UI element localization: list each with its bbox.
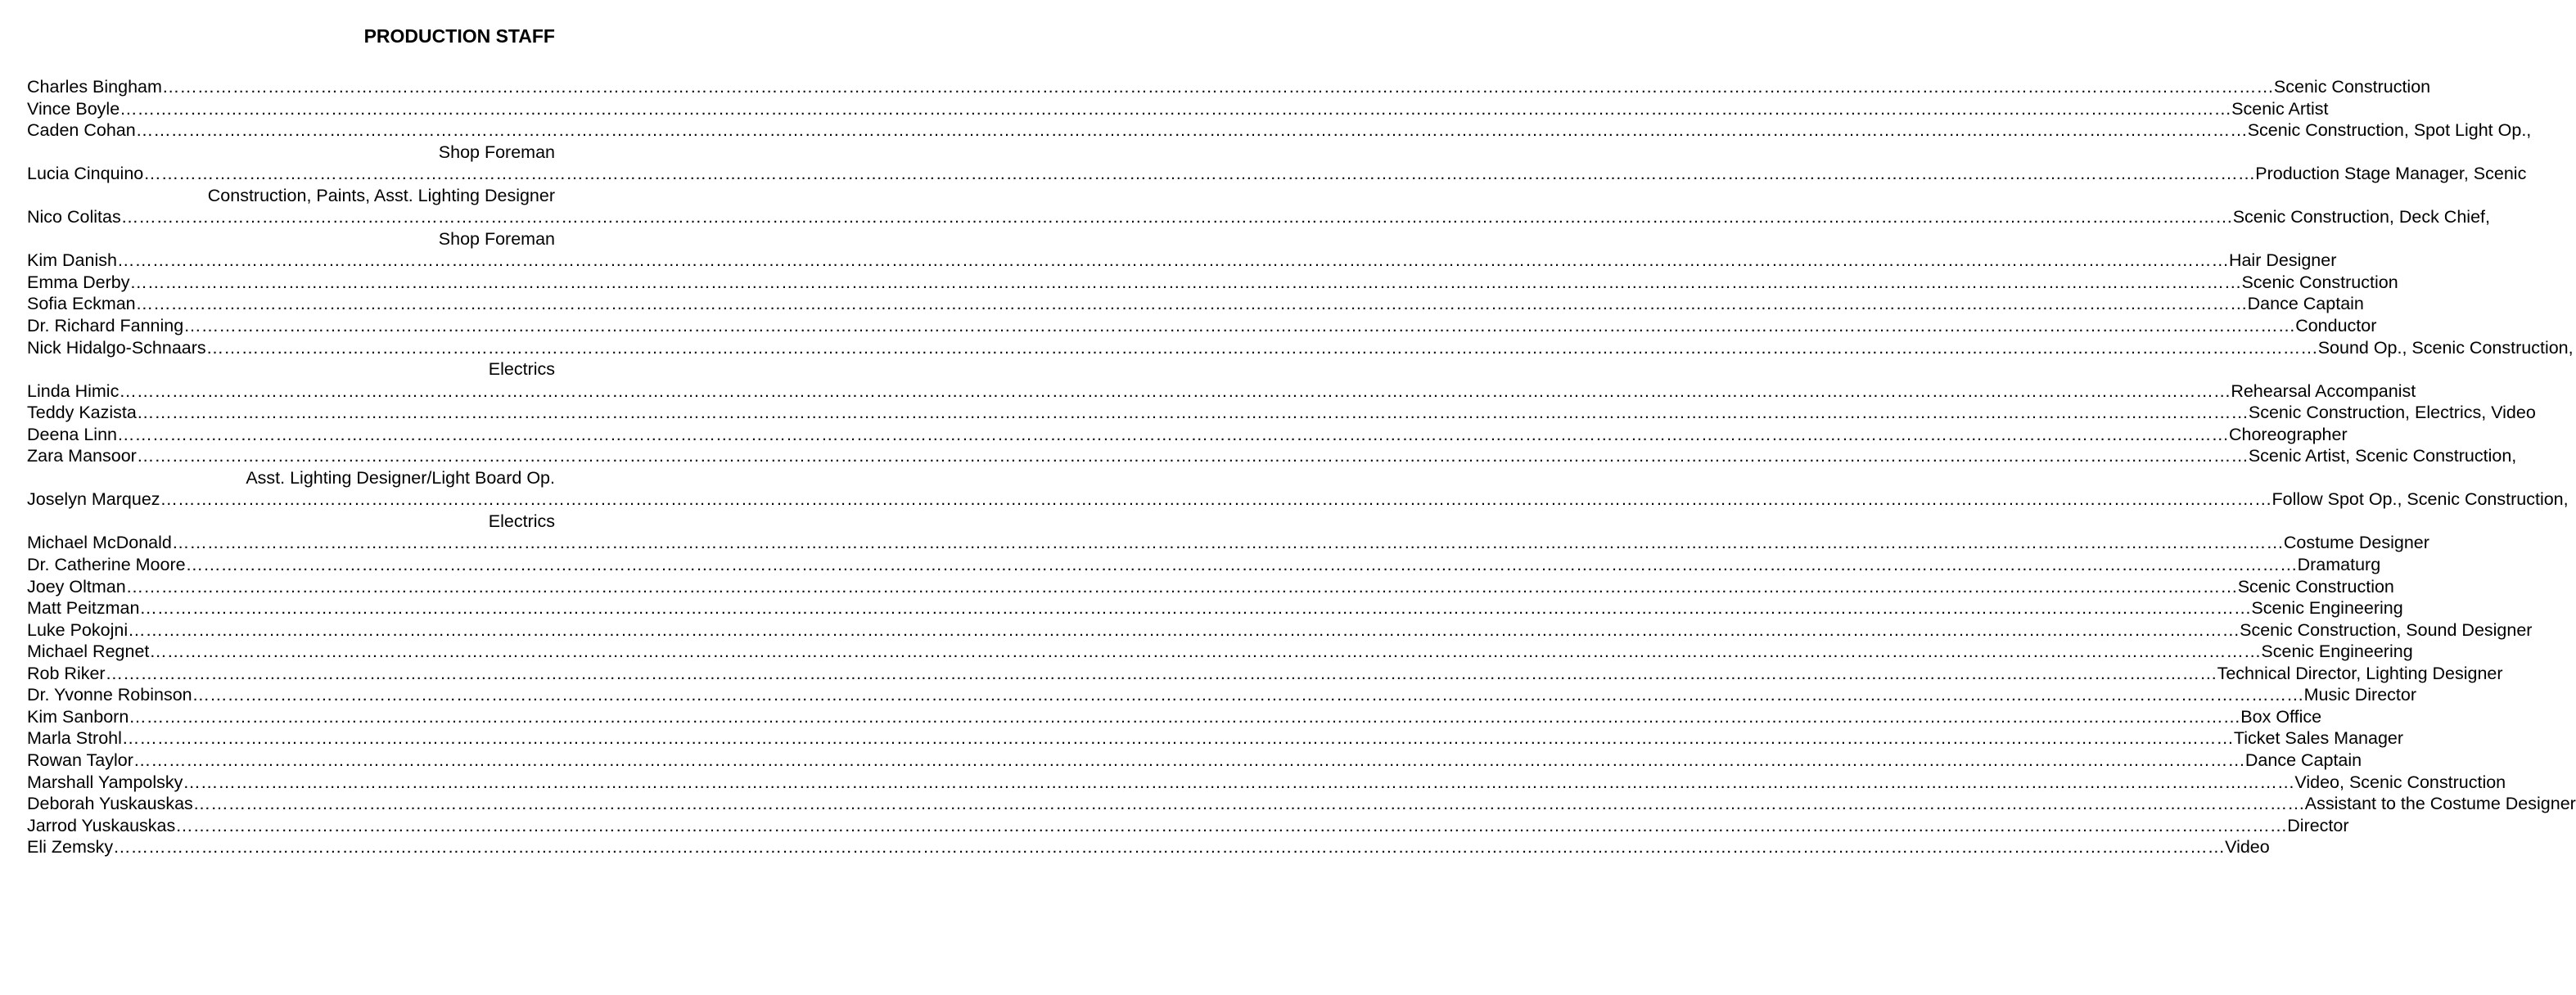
leader-dots: ……………………………………………………………………………………………………………………………………………………………………………………………………………………………………………………………………………………………………………………………… (105, 663, 2217, 683)
staff-role: Dance Captain (2244, 750, 2362, 770)
leader-dots: ……………………………………………………………………………………………………………………………………………………………………………………………………………………………………………………………………………………………………………………………… (133, 750, 2245, 770)
staff-role: Dramaturg (2297, 555, 2381, 575)
staff-name: Luke Pokojni (27, 619, 129, 640)
leader-dots: ……………………………………………………………………………………………………………………………………………………………………………………………………………………………………………………………………………………………………………………………… (128, 619, 2240, 640)
staff-entry (27, 98, 2329, 120)
staff-entry (27, 727, 2404, 750)
staff-role: Sound Op., Scenic Construction, (2317, 337, 2574, 358)
staff-name: Emma Derby (27, 272, 130, 292)
staff-entry (27, 488, 2569, 511)
staff-entry (27, 619, 2533, 642)
staff-name: Marla Strohl (27, 728, 122, 749)
leader-dots: ……………………………………………………………………………………………………………………………………………………………………………………………………………………………………………………………………………………………………………………………… (129, 272, 2242, 292)
staff-entry (27, 163, 2527, 185)
staff-entry (27, 532, 2429, 554)
leader-dots: ……………………………………………………………………………………………………………………………………………………………………………………………………………………………………………………………………………………………………………………………… (129, 706, 2241, 727)
staff-name: Kim Danish (27, 250, 117, 271)
leader-dots: ……………………………………………………………………………………………………………………………………………………………………………………………………………………………………………………………………………………………………………………………… (160, 489, 2272, 510)
staff-entry (27, 337, 2574, 359)
staff-role: Scenic Engineering (2251, 598, 2403, 619)
leader-dots: ……………………………………………………………………………………………………………………………………………………………………………………………………………………………………………………………………………………………………………………………… (135, 120, 2248, 141)
staff-name: Deborah Yuskauskas (27, 794, 193, 814)
staff-entry (27, 793, 2576, 815)
leader-dots: ……………………………………………………………………………………………………………………………………………………………………………………………………………………………………………………………………………………………………………………………… (183, 316, 2296, 336)
staff-role-continued: Asst. Lighting Designer/Light Board Op. (246, 467, 555, 488)
staff-list (27, 76, 2576, 858)
staff-entry (27, 380, 2416, 403)
staff-name: Dr. Yvonne Robinson (27, 685, 192, 705)
leader-dots: ……………………………………………………………………………………………………………………………………………………………………………………………………………………………………………………………………………………………………………………………… (192, 794, 2305, 814)
staff-role: Production Stage Manager, Scenic (2255, 164, 2527, 184)
staff-entry (27, 597, 2403, 619)
staff-role: Dance Captain (2247, 294, 2364, 314)
staff-role: Scenic Construction (2273, 77, 2431, 97)
leader-dots: ……………………………………………………………………………………………………………………………………………………………………………………………………………………………………………………………………………………………………………………………… (143, 164, 2256, 184)
leader-dots: ……………………………………………………………………………………………………………………………………………………………………………………………………………………………………………………………………………………………………………………………… (125, 576, 2238, 597)
staff-name: Rob Riker (27, 663, 106, 683)
staff-role: Conductor (2295, 316, 2377, 336)
staff-entry (27, 663, 2503, 685)
staff-role-continued: Shop Foreman (438, 228, 555, 249)
staff-entry (27, 836, 2270, 858)
staff-entry (27, 402, 2536, 424)
staff-role: Scenic Construction (2241, 272, 2398, 292)
leader-dots: ……………………………………………………………………………………………………………………………………………………………………………………………………………………………………………………………………………………………………………………………… (205, 337, 2318, 358)
leader-dots: ……………………………………………………………………………………………………………………………………………………………………………………………………………………………………………………………………………………………………………………………… (136, 446, 2249, 466)
staff-name: Nick Hidalgo-Schnaars (27, 337, 206, 358)
staff-name: Lucia Cinquino (27, 164, 144, 184)
staff-entry (27, 706, 2322, 728)
staff-role: Scenic Construction, Sound Designer (2240, 619, 2533, 640)
leader-dots: ……………………………………………………………………………………………………………………………………………………………………………………………………………………………………………………………………………………………………………………………… (175, 815, 2288, 835)
staff-name: Michael McDonald (27, 533, 172, 553)
staff-entry (27, 119, 2532, 142)
staff-role-continued: Shop Foreman (438, 142, 555, 162)
staff-name: Vince Boyle (27, 98, 120, 119)
staff-name: Sofia Eckman (27, 294, 136, 314)
staff-role: Follow Spot Op., Scenic Construction, (2271, 489, 2569, 510)
staff-name: Teddy Kazista (27, 403, 137, 423)
staff-role: Scenic Construction, Spot Light Op., (2247, 120, 2532, 141)
staff-entry (27, 750, 2362, 772)
staff-name: Jarrod Yuskauskas (27, 815, 176, 835)
staff-entry (27, 576, 2394, 598)
staff-role: Assistant to the Costume Designer (2304, 794, 2576, 814)
staff-entry (27, 250, 2337, 272)
leader-dots: ……………………………………………………………………………………………………………………………………………………………………………………………………………………………………………………………………………………………………………………………… (171, 533, 2284, 553)
leader-dots: ……………………………………………………………………………………………………………………………………………………………………………………………………………………………………………………………………………………………………………………………… (116, 424, 2229, 444)
staff-role: Scenic Construction, Electrics, Video (2248, 403, 2536, 423)
staff-entry (27, 815, 2349, 837)
staff-role: Ticket Sales Manager (2233, 728, 2404, 749)
staff-name: Linda Himic (27, 380, 120, 401)
leader-dots: ……………………………………………………………………………………………………………………………………………………………………………………………………………………………………………………………………………………………………………………………… (119, 380, 2231, 401)
staff-role: Video, Scenic Construction (2294, 772, 2506, 792)
staff-role-continued: Electrics (488, 359, 555, 380)
staff-entry (27, 272, 2398, 294)
staff-entry (27, 76, 2431, 98)
staff-role: Scenic Construction, Deck Chief, (2232, 207, 2490, 227)
staff-role: Scenic Construction (2237, 576, 2394, 597)
leader-dots: ……………………………………………………………………………………………………………………………………………………………………………………………………………………………………………………………………………………………………………………………… (149, 642, 2262, 662)
staff-name: Deena Linn (27, 424, 117, 444)
staff-role: Hair Designer (2228, 250, 2337, 271)
staff-role: Video (2225, 837, 2270, 858)
leader-dots: ……………………………………………………………………………………………………………………………………………………………………………………………………………………………………………………………………………………………………………………………… (113, 837, 2226, 858)
leader-dots: ……………………………………………………………………………………………………………………………………………………………………………………………………………………………………………………………………………………………………………………………… (120, 98, 2232, 119)
leader-dots: ……………………………………………………………………………………………………………………………………………………………………………………………………………………………………………………………………………………………………………………………… (183, 772, 2295, 792)
staff-entry (27, 424, 2348, 446)
staff-name: Joselyn Marquez (27, 489, 160, 510)
leader-dots: ……………………………………………………………………………………………………………………………………………………………………………………………………………………………………………………………………………………………………………………………… (116, 250, 2229, 271)
staff-role: Scenic Artist, Scenic Construction, (2248, 446, 2517, 466)
staff-name: Dr. Richard Fanning (27, 316, 184, 336)
leader-dots: ……………………………………………………………………………………………………………………………………………………………………………………………………………………………………………………………………………………………………………………………… (161, 77, 2274, 97)
leader-dots: ……………………………………………………………………………………………………………………………………………………………………………………………………………………………………………………………………………………………………………………………… (192, 685, 2304, 705)
staff-entry (27, 293, 2364, 315)
staff-name: Kim Sanborn (27, 706, 129, 727)
staff-name: Marshall Yampolsky (27, 772, 183, 792)
leader-dots: ……………………………………………………………………………………………………………………………………………………………………………………………………………………………………………………………………………………………………………………………… (135, 294, 2248, 314)
staff-role: Scenic Engineering (2261, 642, 2413, 662)
staff-entry (27, 641, 2413, 663)
staff-name: Joey Oltman (27, 576, 126, 597)
staff-role: Rehearsal Accompanist (2231, 380, 2416, 401)
staff-entry (27, 206, 2490, 228)
staff-name: Michael Regnet (27, 642, 150, 662)
page-title: PRODUCTION STAFF (363, 25, 555, 47)
staff-name: Dr. Catherine Moore (27, 555, 186, 575)
staff-entry (27, 554, 2381, 576)
leader-dots: ……………………………………………………………………………………………………………………………………………………………………………………………………………………………………………………………………………………………………………………………… (185, 555, 2298, 575)
staff-name: Caden Cohan (27, 120, 136, 141)
staff-name: Eli Zemsky (27, 837, 114, 858)
staff-name: Matt Peitzman (27, 598, 140, 619)
staff-role-continued: Construction, Paints, Asst. Lighting Designer (207, 185, 555, 205)
staff-role: Technical Director, Lighting Designer (2217, 663, 2503, 683)
staff-name: Zara Mansoor (27, 446, 137, 466)
leader-dots: ……………………………………………………………………………………………………………………………………………………………………………………………………………………………………………………………………………………………………………………………… (136, 403, 2249, 423)
staff-role: Scenic Artist (2231, 98, 2329, 119)
staff-role: Costume Designer (2283, 533, 2429, 553)
staff-name: Nico Colitas (27, 207, 121, 227)
staff-role: Box Office (2240, 706, 2322, 727)
staff-name: Rowan Taylor (27, 750, 133, 770)
staff-entry (27, 315, 2377, 337)
staff-entry (27, 445, 2517, 467)
staff-role: Music Director (2303, 685, 2416, 705)
staff-role: Director (2287, 815, 2349, 835)
leader-dots: ……………………………………………………………………………………………………………………………………………………………………………………………………………………………………………………………………………………………………………………………… (121, 728, 2234, 749)
leader-dots: ……………………………………………………………………………………………………………………………………………………………………………………………………………………………………………………………………………………………………………………………… (120, 207, 2233, 227)
staff-entry (27, 772, 2506, 794)
leader-dots: ……………………………………………………………………………………………………………………………………………………………………………………………………………………………………………………………………………………………………………………………… (139, 598, 2252, 619)
staff-name: Charles Bingham (27, 77, 162, 97)
staff-role: Choreographer (2228, 424, 2348, 444)
staff-entry (27, 684, 2416, 706)
staff-role-continued: Electrics (488, 511, 555, 531)
